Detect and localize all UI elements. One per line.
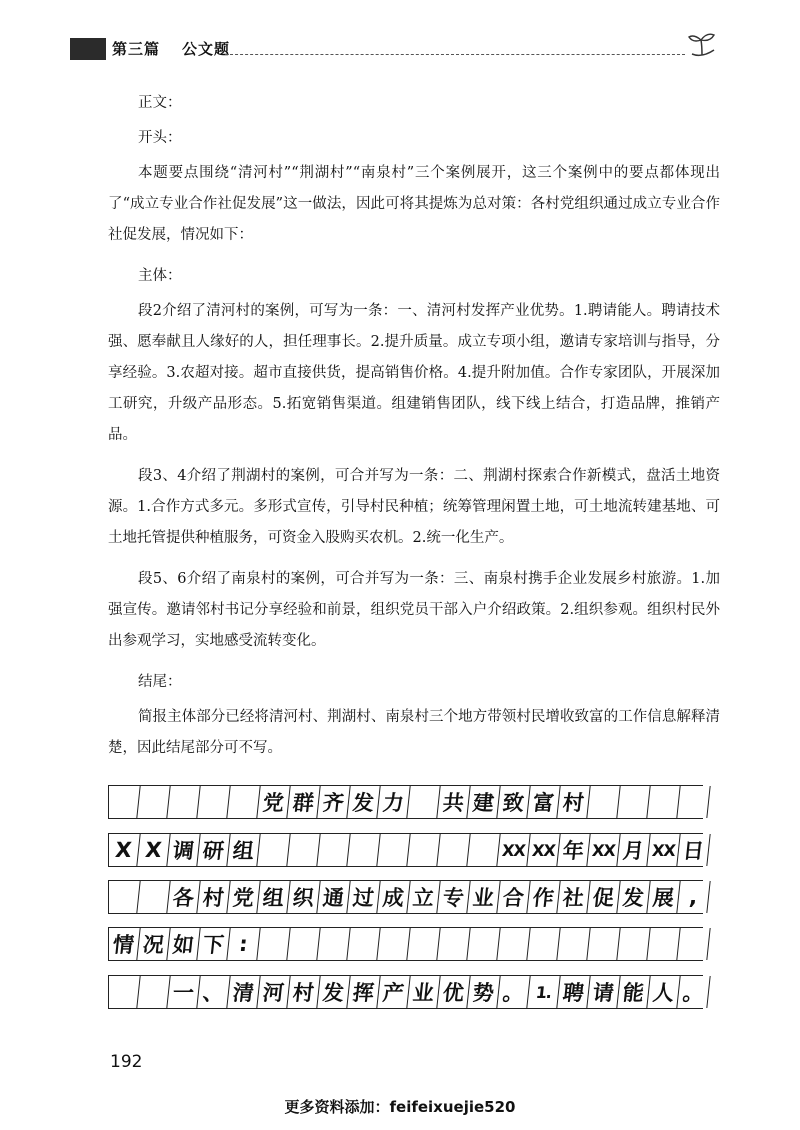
grid-cell: 河 [257,976,290,1008]
grid-cell: 组 [257,881,290,913]
header-divider [225,54,685,55]
grid-cell: 产 [377,976,410,1008]
grid-row [108,927,703,961]
grid-cell: X [107,834,140,866]
paragraph-main-2: 段3、4介绍了荆湖村的案例，可合并写为一条：二、荆湖村探索合作新模式，盘活土地资源。1.合作方式多元。多形式宣传，引导村民种植；统筹管理闲置土地，可土地流转建基地、可土地托管提供种植服务，可资金入股购买农机。2.统一化生产。 [108,468,720,546]
grid-cell: 发 [317,976,350,1008]
label-zhuti: 主体： [138,268,182,284]
grid-cell: 通 [317,881,350,913]
grid-cell: 富 [527,786,560,818]
grid-cell: , [677,881,710,913]
grid-cell: 势 [467,976,500,1008]
grid-cell [347,928,380,960]
footer-note: 更多资料添加：feifeixuejie520 [284,1098,516,1116]
grid-cell: 人 [647,976,680,1008]
grid-cell: XX [527,834,560,866]
grid-cell [107,786,140,818]
header-section: 公文题 [182,40,231,58]
grid-cell: 研 [197,834,230,866]
grid-row [108,880,703,914]
paragraph-main-3: 段5、6介绍了南泉村的案例，可合并写为一条：三、南泉村携手企业发展乡村旅游。1.加强宣传。邀请邻村书记分享经验和前景，组织党员干部入户介绍政策。2.组织参观。组织村民外出参观学习，实地感受流转变化。 [108,571,720,649]
grid-cell: XX [497,834,530,866]
grid-cell: 社 [557,881,590,913]
grid-cell: 业 [407,976,440,1008]
grid-cell [137,786,170,818]
grid-cell [647,786,680,818]
grid-cell: 调 [167,834,200,866]
grid-cell: 齐 [317,786,350,818]
grid-cell [257,928,290,960]
grid-cell [437,834,470,866]
grid-cell: 况 [137,928,170,960]
grid-cell: 共 [437,786,470,818]
grid-cell: 展 [647,881,680,913]
grid-cell [407,834,440,866]
grid-cell: 建 [467,786,500,818]
grid-row [108,785,703,819]
grid-cell [257,834,290,866]
grid-cell [107,976,140,1008]
grid-cell [317,834,350,866]
grid-cell: 村 [197,881,230,913]
grid-cell [527,928,560,960]
grid-cell: 群 [287,786,320,818]
grid-cell: 党 [227,881,260,913]
grid-cell: 织 [287,881,320,913]
grid-cell: 月 [617,834,650,866]
grid-cell: 成 [377,881,410,913]
grid-cell: 各 [167,881,200,913]
grid-cell: 村 [557,786,590,818]
grid-cell: X [137,834,170,866]
grid-cell: 挥 [347,976,380,1008]
grid-cell [557,928,590,960]
grid-cell [407,786,440,818]
grid-cell: 日 [677,834,710,866]
grid-cell: 党 [257,786,290,818]
grid-cell [617,928,650,960]
grid-cell [107,881,140,913]
grid-cell: XX [587,834,620,866]
answer-body [108,88,720,774]
header-part: 第三篇 [112,40,161,58]
grid-cell: 1. [527,976,560,1008]
grid-cell [347,834,380,866]
grid-cell [677,786,710,818]
grid-cell: 聘 [557,976,590,1008]
page-number: 192 [110,1052,143,1072]
grid-cell: 业 [467,881,500,913]
grid-cell [287,834,320,866]
grid-cell [677,928,710,960]
grid-cell [317,928,350,960]
grid-cell: 。 [677,976,710,1008]
grid-cell: 专 [437,881,470,913]
grid-cell [377,928,410,960]
grid-cell: 年 [557,834,590,866]
grid-cell: 合 [497,881,530,913]
grid-cell [377,834,410,866]
grid-cell: 力 [377,786,410,818]
grid-cell: 促 [587,881,620,913]
grid-cell: 能 [617,976,650,1008]
grid-cell [467,928,500,960]
grid-cell: 立 [407,881,440,913]
grid-cell: 发 [617,881,650,913]
label-jiewei: 结尾： [138,674,182,690]
grid-row [108,975,706,1009]
grid-cell [197,786,230,818]
grid-cell: 组 [227,834,260,866]
grid-cell [167,786,200,818]
grid-cell: 致 [497,786,530,818]
grid-cell [407,928,440,960]
grid-cell [497,928,530,960]
grid-cell: 优 [437,976,470,1008]
grid-cell: 下 [197,928,230,960]
grid-cell [437,928,470,960]
paragraph-intro: 本题要点围绕“清河村”“荆湖村”“南泉村”三个案例展开，这三个案例中的要点都体现出了“成立专业合作社促发展”这一做法，因此可将其提炼为总对策：各村党组织通过成立专业合作社促发展，情况如下： [108,165,720,243]
grid-cell: 作 [527,881,560,913]
grid-cell: 清 [227,976,260,1008]
label-zhengwen: 正文： [138,95,182,111]
grid-row [108,833,706,867]
grid-cell [287,928,320,960]
paragraph-end: 简报主体部分已经将清河村、荆湖村、南泉村三个地方带领村民增收致富的工作信息解释清楚，因此结尾部分可不写。 [108,709,720,756]
paragraph-main-1: 段2介绍了清河村的案例，可写为一条：一、清河村发挥产业优势。1.聘请能人。聘请技术强、愿奉献且人缘好的人，担任理事长。2.提升质量。成立专项小组，邀请专家培训与指导，分享经验。3.农超对接。超市直接供货，提高销售价格。4.提升附加值。合作专家团队，开展深加工研究，升级产品形态。5.拓宽销售渠道。组建销售团队，线下线上结合，打造品牌，推销产品。 [108,303,720,443]
grid-cell: 情 [107,928,140,960]
grid-cell: 、 [197,976,230,1008]
grid-cell [467,834,500,866]
label-kaitou: 开头： [138,130,182,146]
grid-cell [617,786,650,818]
grid-cell: 过 [347,881,380,913]
grid-cell [137,976,170,1008]
grid-cell [647,928,680,960]
grid-cell [587,928,620,960]
grid-cell: 发 [347,786,380,818]
header-title [112,38,230,59]
grid-cell [137,881,170,913]
grid-cell: : [227,928,260,960]
grid-cell: 一 [167,976,200,1008]
grid-cell [227,786,260,818]
grid-cell [587,786,620,818]
grid-cell: 请 [587,976,620,1008]
header-marker-block [70,38,106,60]
grid-cell: 村 [287,976,320,1008]
grid-cell: XX [647,834,680,866]
grid-cell: 。 [497,976,530,1008]
sprout-icon [684,28,720,64]
grid-cell: 如 [167,928,200,960]
